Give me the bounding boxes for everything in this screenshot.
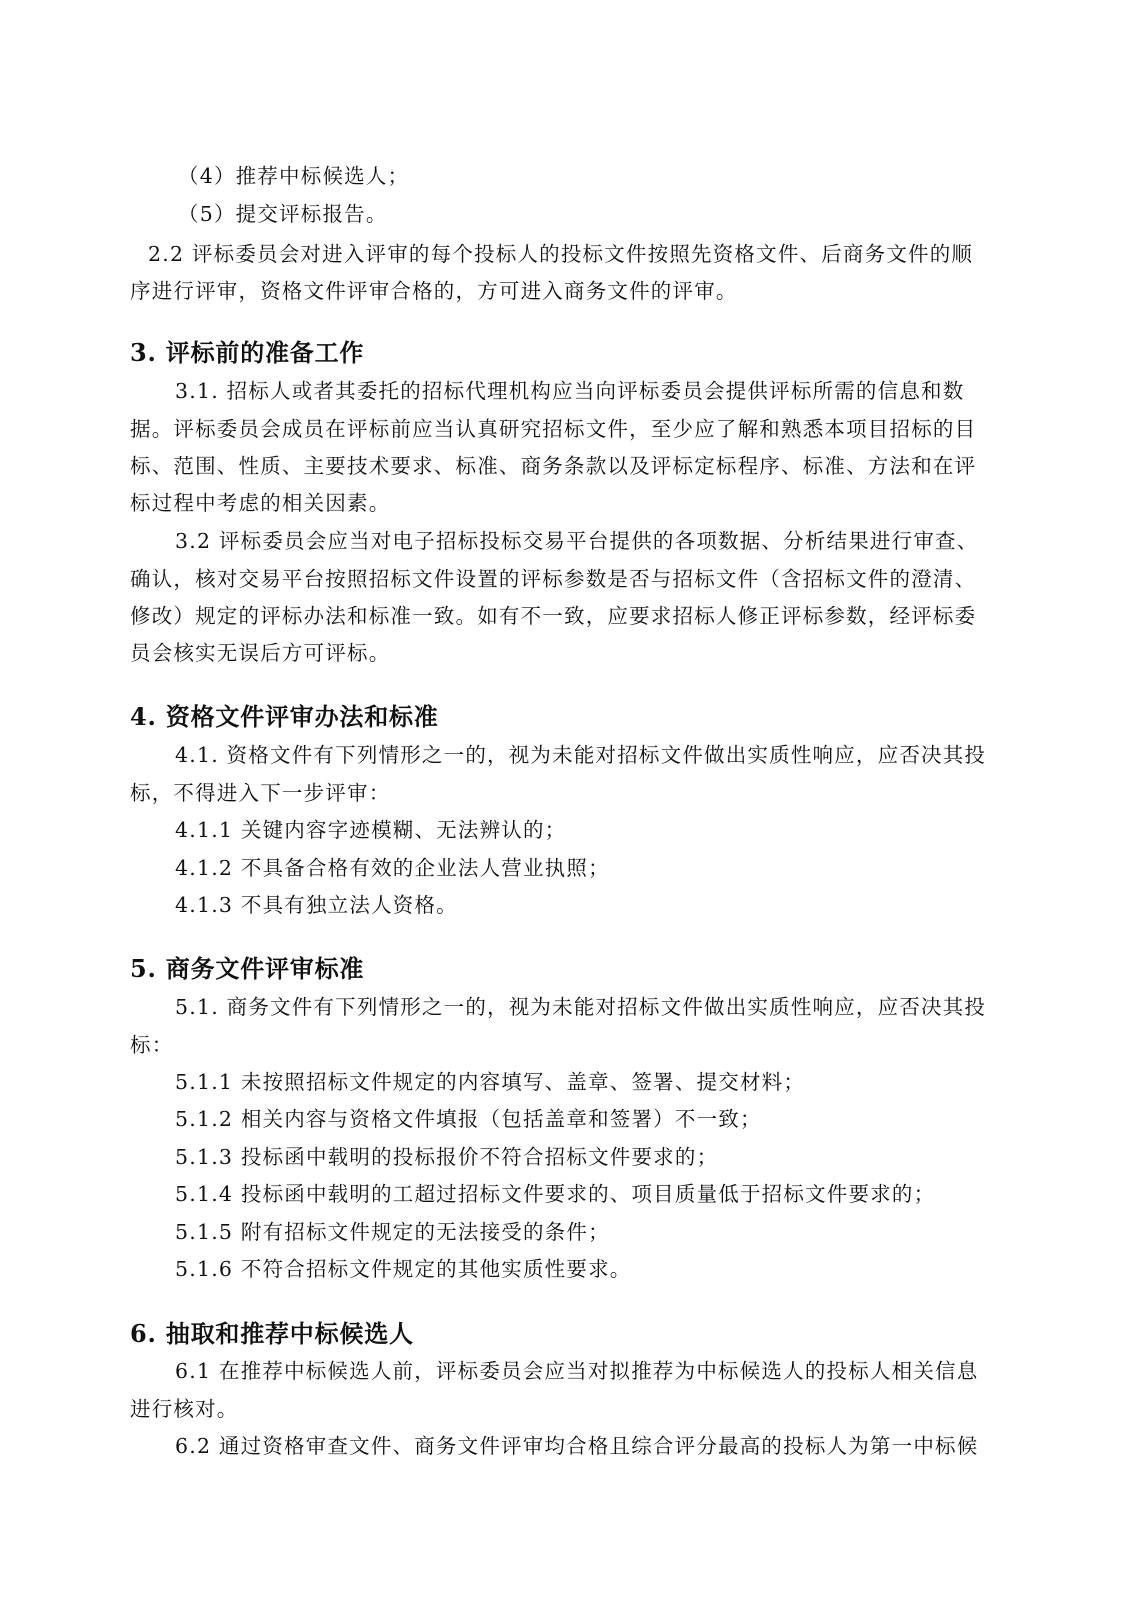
paragraph-4-1-line-1: 4.1. 资格文件有下列情形之一的，视为未能对招标文件做出实质性响应，应否决其投 xyxy=(175,743,987,767)
paragraph-2-2-line-1: 2.2 评标委员会对进入评审的每个投标人的投标文件按照先资格文件、后商务文件的顺 xyxy=(148,242,974,266)
paragraph-2-2-line-2: 序进行评审，资格文件评审合格的，方可进入商务文件的评审。 xyxy=(130,279,738,303)
list-item-5-1-6: 5.1.6 不符合招标文件规定的其他实质性要求。 xyxy=(175,1257,632,1281)
paragraph-4-1-line-2: 标，不得进入下一步评审： xyxy=(130,781,391,805)
paragraph-3-2-line-3: 修改）规定的评标办法和标准一致。如有不一致，应要求招标人修正评标参数，经评标委 xyxy=(130,604,977,628)
list-item-5-1-2: 5.1.2 相关内容与资格文件填报（包括盖章和签署）不一致； xyxy=(175,1107,762,1131)
section-6-heading: 6. 抽取和推荐中标候选人 xyxy=(130,1319,414,1348)
paragraph-3-2-line-4: 员会核实无误后方可评标。 xyxy=(130,641,391,665)
paragraph-3-1-line-1: 3.1. 招标人或者其委托的招标代理机构应当向评标委员会提供评标所需的信息和数 xyxy=(175,379,965,403)
list-item-4: （4）推荐中标候选人； xyxy=(178,164,410,188)
paragraph-3-1-line-3: 标、范围、性质、主要技术要求、标准、商务条款以及评标定标程序、标准、方法和在评 xyxy=(130,454,977,478)
list-item-5-1-5: 5.1.5 附有招标文件规定的无法接受的条件； xyxy=(175,1220,610,1244)
list-item-5-1-1: 5.1.1 未按照招标文件规定的内容填写、盖章、签署、提交材料； xyxy=(175,1070,806,1094)
section-5-heading: 5. 商务文件评审标准 xyxy=(130,954,365,983)
list-item-5-1-4: 5.1.4 投标函中载明的工超过招标文件要求的、项目质量低于招标文件要求的； xyxy=(175,1182,936,1206)
list-item-5-1-3: 5.1.3 投标函中载明的投标报价不符合招标文件要求的； xyxy=(175,1145,719,1169)
paragraph-6-1-line-2: 进行核对。 xyxy=(130,1397,239,1421)
list-item-4-1-3: 4.1.3 不具有独立法人资格。 xyxy=(175,893,458,917)
section-3-heading: 3. 评标前的准备工作 xyxy=(130,338,365,367)
paragraph-6-1-line-1: 6.1 在推荐中标候选人前，评标委员会应当对拟推荐为中标候选人的投标人相关信息 xyxy=(175,1359,979,1383)
list-item-4-1-1: 4.1.1 关键内容字迹模糊、无法辨认的； xyxy=(175,818,567,842)
list-item-4-1-2: 4.1.2 不具备合格有效的企业法人营业执照； xyxy=(175,856,610,880)
paragraph-3-1-line-4: 标过程中考虑的相关因素。 xyxy=(130,491,391,515)
paragraph-5-1-line-2: 标： xyxy=(130,1033,174,1057)
list-item-5: （5）提交评标报告。 xyxy=(178,202,388,226)
paragraph-6-2-line-1: 6.2 通过资格审查文件、商务文件评审均合格且综合评分最高的投标人为第一中标候 xyxy=(175,1434,979,1458)
section-4-heading: 4. 资格文件评审办法和标准 xyxy=(130,702,439,731)
paragraph-3-2-line-1: 3.2 评标委员会应当对电子招标投标交易平台提供的各项数据、分析结果进行审查、 xyxy=(175,529,979,553)
paragraph-5-1-line-1: 5.1. 商务文件有下列情形之一的，视为未能对招标文件做出实质性响应，应否决其投 xyxy=(175,995,987,1019)
paragraph-3-2-line-2: 确认，核对交易平台按照招标文件设置的评标参数是否与招标文件（含招标文件的澄清、 xyxy=(130,567,977,591)
paragraph-3-1-line-2: 据。评标委员会成员在评标前应当认真研究招标文件，至少应了解和熟悉本项目招标的目 xyxy=(130,417,977,441)
